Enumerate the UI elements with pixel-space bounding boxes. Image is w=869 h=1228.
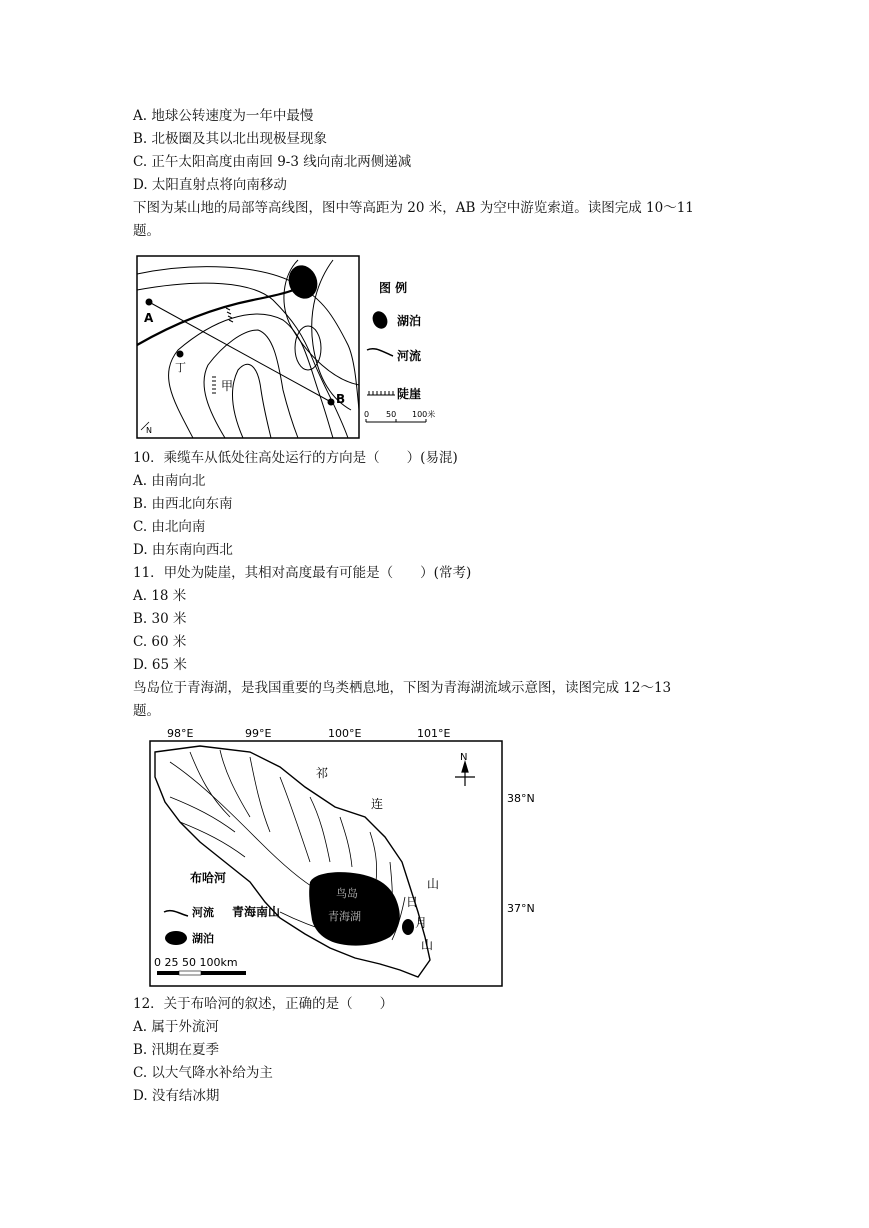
intro-10-11-line2: 题。 [133,223,160,239]
legend-river-label: 河流 [397,349,422,363]
label-b: B [336,392,346,406]
q9-option-b: B. 北极圈及其以北出现极昼现象 [133,131,328,147]
point-a-dot [146,299,153,306]
qi-label: 祁 [316,766,329,780]
q10-option-c: C. 由北向南 [133,519,206,535]
q9-option-a: A. 地球公转速度为一年中最慢 [133,108,314,124]
lat-37: 37°N [507,902,535,915]
label-jia: 甲 [221,379,234,393]
lon-101: 101°E [417,727,451,740]
lon-98: 98°E [167,727,194,740]
qinghai-basin-figure [140,722,550,992]
map-frame [137,256,359,438]
shan2-label: 山 [421,938,434,952]
q11-option-c: C. 60 米 [133,634,187,650]
q12-option-a: A. 属于外流河 [133,1019,219,1035]
q9-option-d: D. 太阳直射点将向南移动 [133,177,287,193]
legend-cliff-icon [367,391,395,395]
q11-option-d: D. 65 米 [133,657,187,673]
qinghai-basin-map [140,722,550,992]
scale-bar-2 [157,971,246,975]
lat-38: 38°N [507,792,535,805]
label-ding: 丁 [175,361,186,374]
scale-label-2: 0 25 50 100km [154,956,238,969]
lon-99: 99°E [245,727,272,740]
q10-stem: 10．乘缆车从低处往高处运行的方向是（ ）(易混) [133,450,458,466]
north-label: N [460,752,468,763]
legend-lake-icon [370,309,390,331]
q12-option-d: D. 没有结冰期 [133,1088,220,1104]
small-lake-shape [402,919,414,935]
legend-lake-icon-2 [165,931,187,945]
niaodao-label: 鸟岛 [336,887,358,900]
q9-option-c: C. 正午太阳高度由南回 9-3 线向南北两侧递减 [133,154,412,170]
scale-100: 100米 [412,410,436,419]
scale-50: 50 [386,410,397,419]
north-mark: N [146,426,152,435]
legend-lake-label-2: 湖泊 [192,932,214,945]
lian-label: 连 [371,797,384,811]
point-b-dot [328,399,335,406]
legend-title: 图 例 [379,281,408,295]
q12-option-b: B. 汛期在夏季 [133,1042,220,1058]
point-ding-dot [177,351,184,358]
legend-cliff-label: 陡崖 [397,387,422,401]
q12-option-c: C. 以大气降水补给为主 [133,1065,273,1081]
ri-label: 日 [406,895,419,909]
intro-10-11-line1: 下图为某山地的局部等高线图，图中等高距为 20 米，AB 为空中游览索道。读图完成 10～11 [133,200,694,216]
legend-river-label-2: 河流 [192,906,214,919]
label-a: A [144,311,154,325]
q10-option-d: D. 由东南向西北 [133,542,233,558]
qinghai-lake-label: 青海湖 [328,910,361,923]
buha-river-label: 布哈河 [190,871,227,885]
intro-12-13-line2: 题。 [133,703,160,719]
legend-lake-label: 湖泊 [397,314,422,328]
q12-stem: 12．关于布哈河的叙述，正确的是（ ） [133,996,394,1012]
lon-100: 100°E [328,727,362,740]
q11-option-b: B. 30 米 [133,611,187,627]
q11-stem: 11．甲处为陡崖，其相对高度最有可能是（ ）(常考) [133,565,472,581]
q10-option-b: B. 由西北向东南 [133,496,233,512]
intro-12-13-line1: 鸟岛位于青海湖，是我国重要的鸟类栖息地，下图为青海湖流域示意图，读图完成 12～13 [133,680,672,696]
scale-0: 0 [364,410,370,419]
shan-label: 山 [427,877,440,891]
q11-option-a: A. 18 米 [133,588,187,604]
q10-option-a: A. 由南向北 [133,473,206,489]
legend-river-icon [367,349,393,356]
yue-label: 月 [415,916,428,930]
contour-map-figure [133,250,453,445]
contour-map [133,250,453,445]
qinghai-nanshan-label: 青海南山 [232,905,281,919]
